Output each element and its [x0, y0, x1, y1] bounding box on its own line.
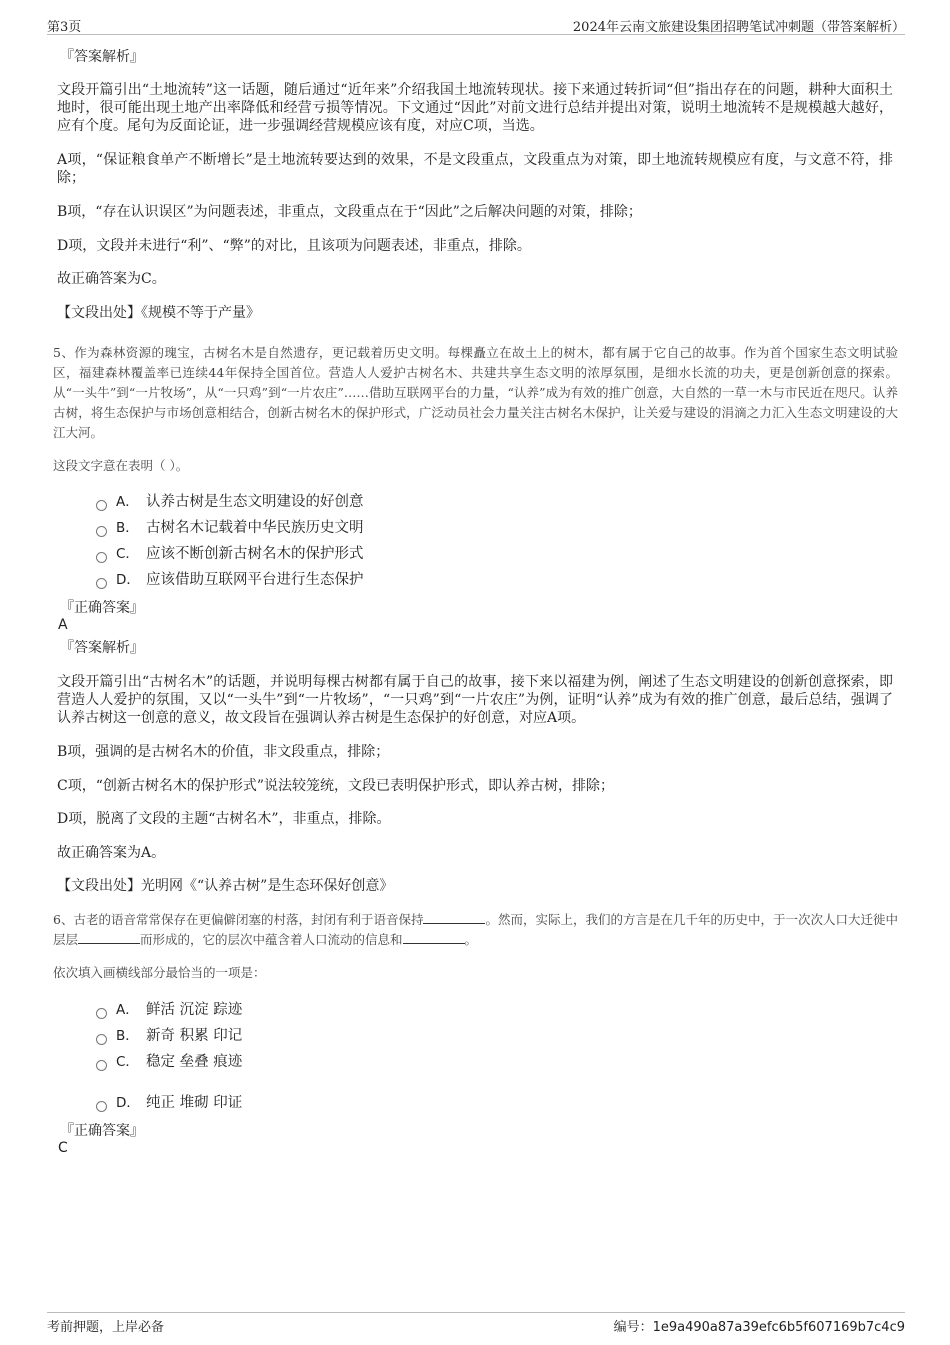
q5-conclusion: 故正确答案为A。 — [57, 845, 166, 861]
page-footer — [47, 1312, 905, 1339]
q5-option-b[interactable]: B． 古树名木记载着中华民族历史文明 — [96, 517, 364, 539]
q6-option-a[interactable]: A． 鲜活 沉淀 踪迹 — [96, 999, 242, 1021]
q6-option-d[interactable]: D． 纯正 堆砌 印证 — [96, 1092, 242, 1114]
q5-analysis: 文段开篇引出“古树名木”的话题，并说明每棵古树都有属于自己的故事，接下来以福建为例，阐述了生态文明建设的创新创意探索，即营造人人爱护的氛围，又以“一头牛”到“一片牧场”，“一只鸡”到“一片农庄”为例，证明“认养”成为有效的推广创意，最后总结，强调了认养古树这一创意的意义，故文段旨在强调认养古树是生态保护的好创意，对应A项。 — [57, 674, 893, 726]
page-number: 第3页 — [47, 20, 82, 35]
q6-option-c[interactable]: C． 稳定 垒叠 痕迹 — [96, 1051, 242, 1073]
radio-icon[interactable] — [96, 500, 107, 511]
q6-question: 依次填入画横线部分最恰当的一项是： — [53, 965, 266, 980]
option-text: 古树名木记载着中华民族历史文明 — [146, 520, 364, 536]
radio-icon[interactable] — [96, 1101, 107, 1112]
page-header — [47, 14, 905, 35]
option-text: 纯正 堆砌 印证 — [146, 1095, 243, 1111]
q5-source: 【文段出处】光明网《“认养古树”是生态环保好创意》 — [57, 878, 394, 894]
fill-blank — [423, 911, 485, 924]
q4-option-a-note: A项，“保证粮食单产不断增长”是土地流转要达到的效果，不是文段重点，文段重点为对策，即土地流转规模应有度，与文意不符，排除； — [57, 152, 893, 186]
q5-option-d-note: D项，脱离了文段的主题“古树名木”，非重点，排除。 — [57, 811, 391, 827]
q4-analysis: 文段开篇引出“土地流转”这一话题，随后通过“近年来”介绍我国土地流转现状。接下来通过转折词“但”指出存在的问题，耕种大面积土地时，很可能出现土地产出率降低和经营亏损等情况。下文通过“因此”对前文进行总结并提出对策，说明土地流转不是规模越大越好，应有个度。尾句为反面论证，进一步强调经营规模应该有度，对应C项，当选。 — [57, 82, 893, 134]
q5-option-c-note: C项，“创新古树名木的保护形式”说法较笼统，文段已表明保护形式，即认养古树，排除； — [57, 778, 615, 794]
q6-correct-label: 『正确答案』 — [60, 1123, 144, 1139]
option-text: 鲜活 沉淀 踪迹 — [146, 1002, 243, 1018]
q4-source: 【文段出处】《规模不等于产量》 — [57, 305, 260, 321]
radio-icon[interactable] — [96, 1008, 107, 1019]
footer-slogan: 考前押题，上岸必备 — [47, 1320, 165, 1335]
q6-stem: 6、古老的语音常常保存在更偏僻闭塞的村落，封闭有利于语音保持 。然而，实际上，我们的方言是在几千年的历史中，于一次次人口大迁徙中层层 而形成的，它的层次中蕴含着人口流动的信息和 。 — [53, 912, 898, 947]
option-text: 应该不断创新古树名木的保护形式 — [146, 546, 364, 562]
q5-question: 这段文字意在表明（ ）。 — [53, 458, 189, 473]
q5-correct-label: 『正确答案』 — [60, 600, 144, 616]
radio-icon[interactable] — [96, 1060, 107, 1071]
q5-option-c[interactable]: C． 应该不断创新古树名木的保护形式 — [96, 543, 364, 565]
document-id: 编号：1e9a490a87a39efc6b5f607169b7c4c9 — [613, 1320, 905, 1335]
q4-option-d-note: D项，文段并未进行“利”、“弊”的对比，且该项为问题表述，非重点，排除。 — [57, 238, 531, 254]
q5-option-b-note: B项，强调的是古树名木的价值，非文段重点，排除； — [57, 744, 390, 760]
q5-option-d[interactable]: D． 应该借助互联网平台进行生态保护 — [96, 569, 364, 591]
option-text: 应该借助互联网平台进行生态保护 — [146, 572, 364, 588]
q4-option-b-note: B项，“存在认识误区”为问题表述，非重点，文段重点在于“因此”之后解决问题的对策，排除； — [57, 204, 642, 220]
fill-blank — [403, 931, 465, 944]
q5-correct-answer: A — [58, 617, 68, 633]
radio-icon[interactable] — [96, 1034, 107, 1045]
fill-blank — [78, 931, 140, 944]
q5-option-a[interactable]: A． 认养古树是生态文明建设的好创意 — [96, 491, 364, 513]
q4-conclusion: 故正确答案为C。 — [57, 271, 166, 287]
q6-option-b[interactable]: B． 新奇 积累 印记 — [96, 1025, 242, 1047]
q5-stem: 5、作为森林资源的瑰宝，古树名木是自然遗存，更记载着历史文明。每棵矗立在故土上的树木，都有属于它自己的故事。作为首个国家生态文明试验区，福建森林覆盖率已连续44年保持全国首位。营造人人爱护古树名木、共建共享生态文明的浓厚氛围，是细水长流的功夫，更是创新创意的探索。从“一头牛”到“一片牧场”，从“一只鸡”到“一片农庄”……借助互联网平台的力量，“认养”成为有效的推广创意，大自然的一草一木与市民近在咫尺。认养古树，将生态保护与市场创意相结合，创新古树名木的保护形式，广泛动员社会力量关注古树名木保护，让关爱与建设的涓滴之力汇入生态文明建设的大江大河。 — [53, 345, 898, 440]
q6-correct-answer: C — [58, 1140, 68, 1156]
document-title: 2024年云南文旅建设集团招聘笔试冲刺题（带答案解析） — [572, 20, 905, 35]
option-text: 稳定 垒叠 痕迹 — [146, 1054, 243, 1070]
q5-analysis-label: 『答案解析』 — [60, 640, 144, 656]
radio-icon[interactable] — [96, 552, 107, 563]
option-text: 新奇 积累 印记 — [146, 1028, 243, 1044]
q4-analysis-label: 『答案解析』 — [60, 49, 144, 65]
option-text: 认养古树是生态文明建设的好创意 — [146, 494, 364, 510]
radio-icon[interactable] — [96, 578, 107, 589]
radio-icon[interactable] — [96, 526, 107, 537]
